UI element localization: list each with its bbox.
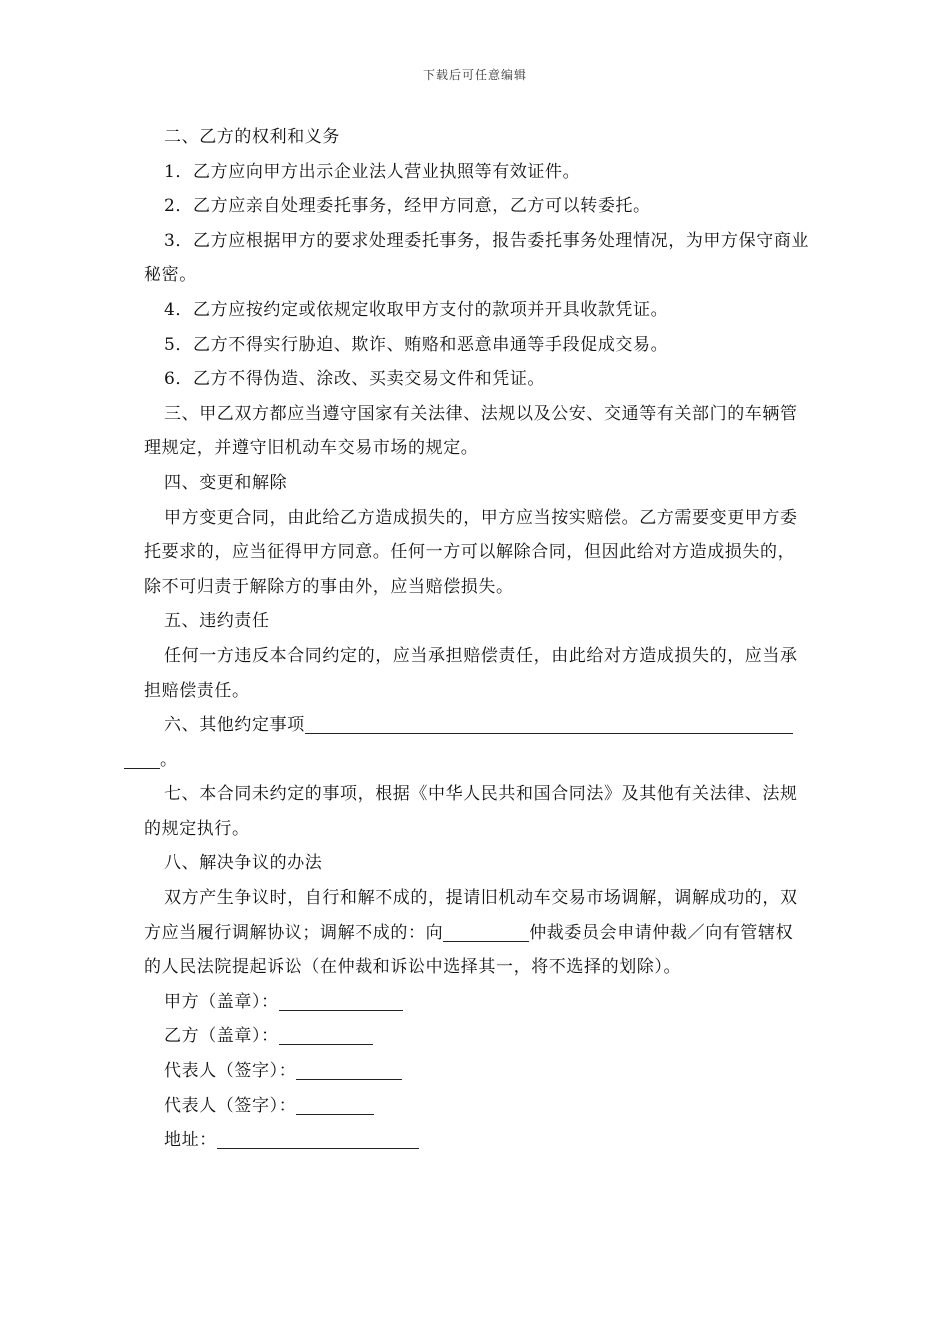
section-5-title: 五、违约责任 <box>164 611 270 632</box>
representative-1-label: 代表人（签字）： <box>164 1061 297 1082</box>
address-line <box>144 1123 809 1158</box>
section-2-item-1: 1．乙方应向甲方出示企业法人营业执照等有效证件。 <box>164 161 581 182</box>
representative-2-label: 代表人（签字）： <box>164 1095 297 1116</box>
section-6 <box>144 708 809 777</box>
section-7: 七、本合同未约定的事项，根据《中华人民共和国合同法》及其他有关法律、法规的规定执行。 <box>144 784 798 839</box>
other-terms-blank-cont[interactable] <box>124 751 160 769</box>
party-a-seal-label: 甲方（盖章）： <box>164 991 279 1012</box>
arbitration-committee-blank[interactable] <box>443 924 529 942</box>
page-header: 下载后可任意编辑 <box>422 68 527 82</box>
section-4-title: 四、变更和解除 <box>164 472 288 493</box>
address-blank[interactable] <box>217 1131 419 1149</box>
section-6-label: 六、其他约定事项 <box>164 715 305 736</box>
section-2-item-6: 6．乙方不得伪造、涂改、买卖交易文件和凭证。 <box>164 369 546 390</box>
representative-1-line <box>144 1054 809 1089</box>
representative-2-blank[interactable] <box>296 1097 374 1115</box>
section-4-body: 甲方变更合同，由此给乙方造成损失的，甲方应当按实赔偿。乙方需要变更甲方委托要求的，应当征得甲方同意。任何一方可以解除合同，但因此给对方造成损失的，除不可归责于解除方的事由外，应当赔偿损失。 <box>144 507 798 597</box>
address-label: 地址： <box>164 1130 217 1151</box>
representative-2-line <box>144 1089 809 1124</box>
section-3: 三、甲乙双方都应当遵守国家有关法律、法规以及公安、交通等有关部门的车辆管理规定，并遵守旧机动车交易市场的规定。 <box>144 403 798 459</box>
party-a-seal-blank[interactable] <box>279 993 403 1011</box>
section-2-item-3: 3．乙方应根据甲方的要求处理委托事务，报告委托事务处理情况，为甲方保守商业秘密。 <box>144 230 810 286</box>
party-b-seal-label: 乙方（盖章）： <box>164 1026 279 1047</box>
section-5-body: 任何一方违反本合同约定的，应当承担赔偿责任，由此给对方造成损失的，应当承担赔偿责任。 <box>144 645 798 701</box>
section-8-text-b: 仲裁委员会申请仲裁／向有管辖权的人民法院提起诉讼（在仲裁和诉讼中选择其一，将不选择的划除）。 <box>144 922 794 978</box>
party-b-seal-blank[interactable] <box>279 1027 373 1045</box>
section-8-body <box>144 881 809 985</box>
section-6-end: 。 <box>160 749 178 770</box>
representative-1-blank[interactable] <box>296 1062 402 1080</box>
section-2-item-5: 5．乙方不得实行胁迫、欺诈、贿赂和恶意串通等手段促成交易。 <box>164 334 669 355</box>
party-a-seal-line <box>144 985 809 1020</box>
section-8-text-a: 双方产生争议时，自行和解不成的，提请旧机动车交易市场调解，调解成功的，双方应当履行调解协议；调解不成的：向 <box>144 888 798 943</box>
party-b-seal-line <box>144 1019 809 1054</box>
other-terms-blank[interactable] <box>305 716 793 734</box>
section-2-item-2: 2．乙方应亲自处理委托事务，经甲方同意，乙方可以转委托。 <box>164 196 651 217</box>
section-8-title: 八、解决争议的办法 <box>164 853 323 874</box>
section-2-title: 二、乙方的权利和义务 <box>164 127 340 147</box>
section-2-item-4: 4．乙方应按约定或依规定收取甲方支付的款项并开具收款凭证。 <box>164 299 669 320</box>
contract-body <box>144 120 809 1158</box>
